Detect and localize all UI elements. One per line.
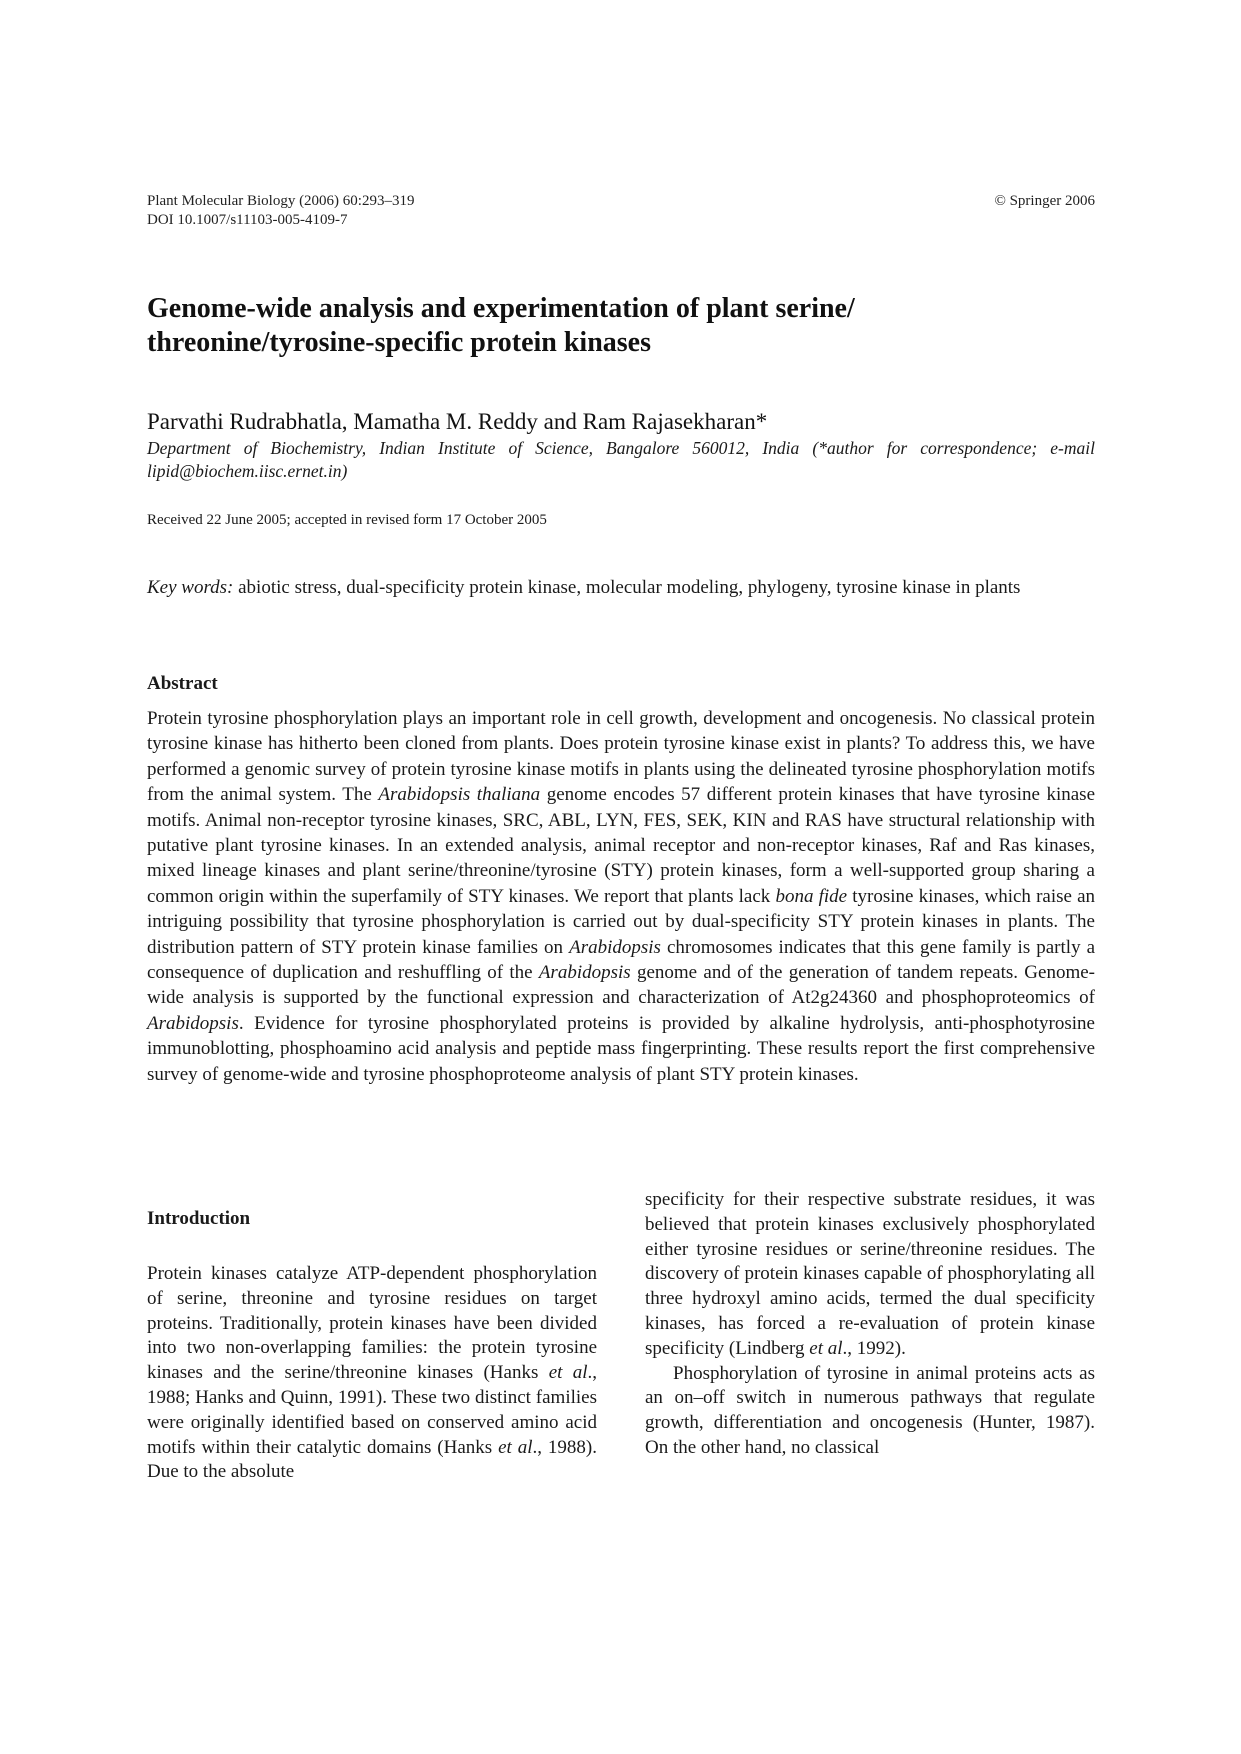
affiliation: Department of Biochemistry, Indian Institute of Science, Bangalore 560012, India (*author for correspondence; e-mail lipid@biochem.iisc.ernet.in) bbox=[147, 438, 1095, 481]
copyright: © Springer 2006 bbox=[994, 193, 1095, 209]
intro-text: Protein kinases catalyze ATP-dependent phosphorylation of serine, threonine and tyrosine residues on target proteins. Traditionally, protein kinases have been divided into two non-overlapping families: the protein tyrosine kinases and the serine/threonine kinases (Hanks bbox=[147, 1263, 597, 1384]
introduction-heading: Introduction bbox=[147, 1208, 251, 1229]
intro-text: specificity for their respective substrate residues, it was believed that protein kinases exclusively phosphorylated either tyrosine residues or serine/threonine residues. The discovery of protein kinases capable of phosphorylating all three hydroxyl amino acids, termed the dual specificity kinases, has forced a re-evaluation of protein kinase specificity (Lindberg bbox=[645, 1189, 1095, 1359]
abstract-part: Protein tyrosine phosphorylation plays an important role in cell growth, development and oncogenesis. No classical protein tyrosine kinase has hitherto been cloned from plants. Does protein tyrosine kinase exist in plants? To address this, we have performed a genomic survey of protein tyrosine kinase motifs in plants using the delineated tyrosine phosphorylation motifs from the animal system. The bbox=[147, 708, 1095, 806]
abstract-text bbox=[147, 706, 1095, 1087]
abstract-italic: Arabidopsis bbox=[569, 936, 661, 958]
doi: DOI 10.1007/s11103-005-4109-7 bbox=[147, 212, 348, 228]
intro-text: ., 1988; Hanks and Quinn, 1991). These two distinct families were originally identified based on conserved amino acid motifs within their catalytic domains (Hanks bbox=[147, 1362, 597, 1458]
introduction-left-column bbox=[147, 1262, 597, 1485]
intro-italic: et al bbox=[548, 1362, 588, 1384]
abstract-part: genome and of the generation of tandem repeats. Genome-wide analysis is supported by the functional expression and characterization of At2g24360 and phosphoproteomics of bbox=[147, 962, 1095, 1009]
authors: Parvathi Rudrabhatla, Mamatha M. Reddy and Ram Rajasekharan* bbox=[147, 409, 768, 434]
keywords-list: abiotic stress, dual-specificity protein kinase, molecular modeling, phylogeny, tyrosine kinase in plants bbox=[238, 577, 1021, 598]
received-dates: Received 22 June 2005; accepted in revised form 17 October 2005 bbox=[147, 512, 547, 528]
intro-text: ., 1988). Due to the absolute bbox=[147, 1436, 597, 1483]
abstract-italic: Arabidopsis bbox=[147, 1012, 239, 1034]
intro-text: ., 1992). bbox=[842, 1337, 906, 1359]
abstract-italic: Arabidopsis bbox=[538, 962, 631, 984]
keywords bbox=[147, 575, 1095, 600]
abstract-part: . Evidence for tyrosine phosphorylated proteins is provided by alkaline hydrolysis, anti-phosphotyrosine immunoblotting, phosphoamino acid analysis and peptide mass fingerprinting. These results report the first comprehensive survey of genome-wide and tyrosine phosphoproteome analysis of plant STY protein kinases. bbox=[147, 1012, 1095, 1085]
intro-paragraph-1 bbox=[147, 1262, 597, 1485]
title-line-2: threonine/tyrosine-specific protein kinases bbox=[147, 327, 651, 358]
intro-paragraph-1-continued bbox=[645, 1188, 1095, 1362]
abstract-italic: bona fide bbox=[775, 885, 848, 907]
abstract-italic: Arabidopsis thaliana bbox=[378, 784, 541, 806]
abstract-part: genome encodes 57 different protein kinases that have tyrosine kinase motifs. Animal non-receptor tyrosine kinases, SRC, ABL, LYN, FES, SEK, KIN and RAS have structural relationship with putative plant tyrosine kinases. In an extended analysis, animal receptor and non-receptor kinases, Raf and Ras kinases, mixed lineage kinases and plant serine/threonine/tyrosine (STY) protein kinases, form a well-supported group sharing a common origin within the superfamily of STY kinases. We report that plants lack bbox=[147, 784, 1096, 907]
intro-italic: et al bbox=[498, 1436, 533, 1458]
intro-italic: et al bbox=[809, 1337, 843, 1359]
journal-citation: Plant Molecular Biology (2006) 60:293–319 bbox=[147, 193, 415, 209]
keywords-label: Key words: bbox=[147, 577, 234, 598]
abstract-heading: Abstract bbox=[147, 673, 218, 694]
abstract-part: chromosomes indicates that this gene family is partly a consequence of duplication and reshuffling of the bbox=[147, 936, 1096, 984]
intro-paragraph-2: Phosphorylation of tyrosine in animal proteins acts as an on–off switch in numerous pathways that regulate growth, differentiation and oncogenesis (Hunter, 1987). On the other hand, no classical bbox=[645, 1362, 1095, 1458]
article-title bbox=[147, 292, 1107, 360]
introduction-right-column bbox=[645, 1188, 1095, 1461]
title-line-1: Genome-wide analysis and experimentation of plant serine/ bbox=[147, 293, 855, 324]
abstract-part: tyrosine kinases, which raise an intriguing possibility that tyrosine phosphorylation is carried out by dual-specificity STY protein kinases in plants. The distribution pattern of STY protein kinase families on bbox=[147, 885, 1096, 958]
